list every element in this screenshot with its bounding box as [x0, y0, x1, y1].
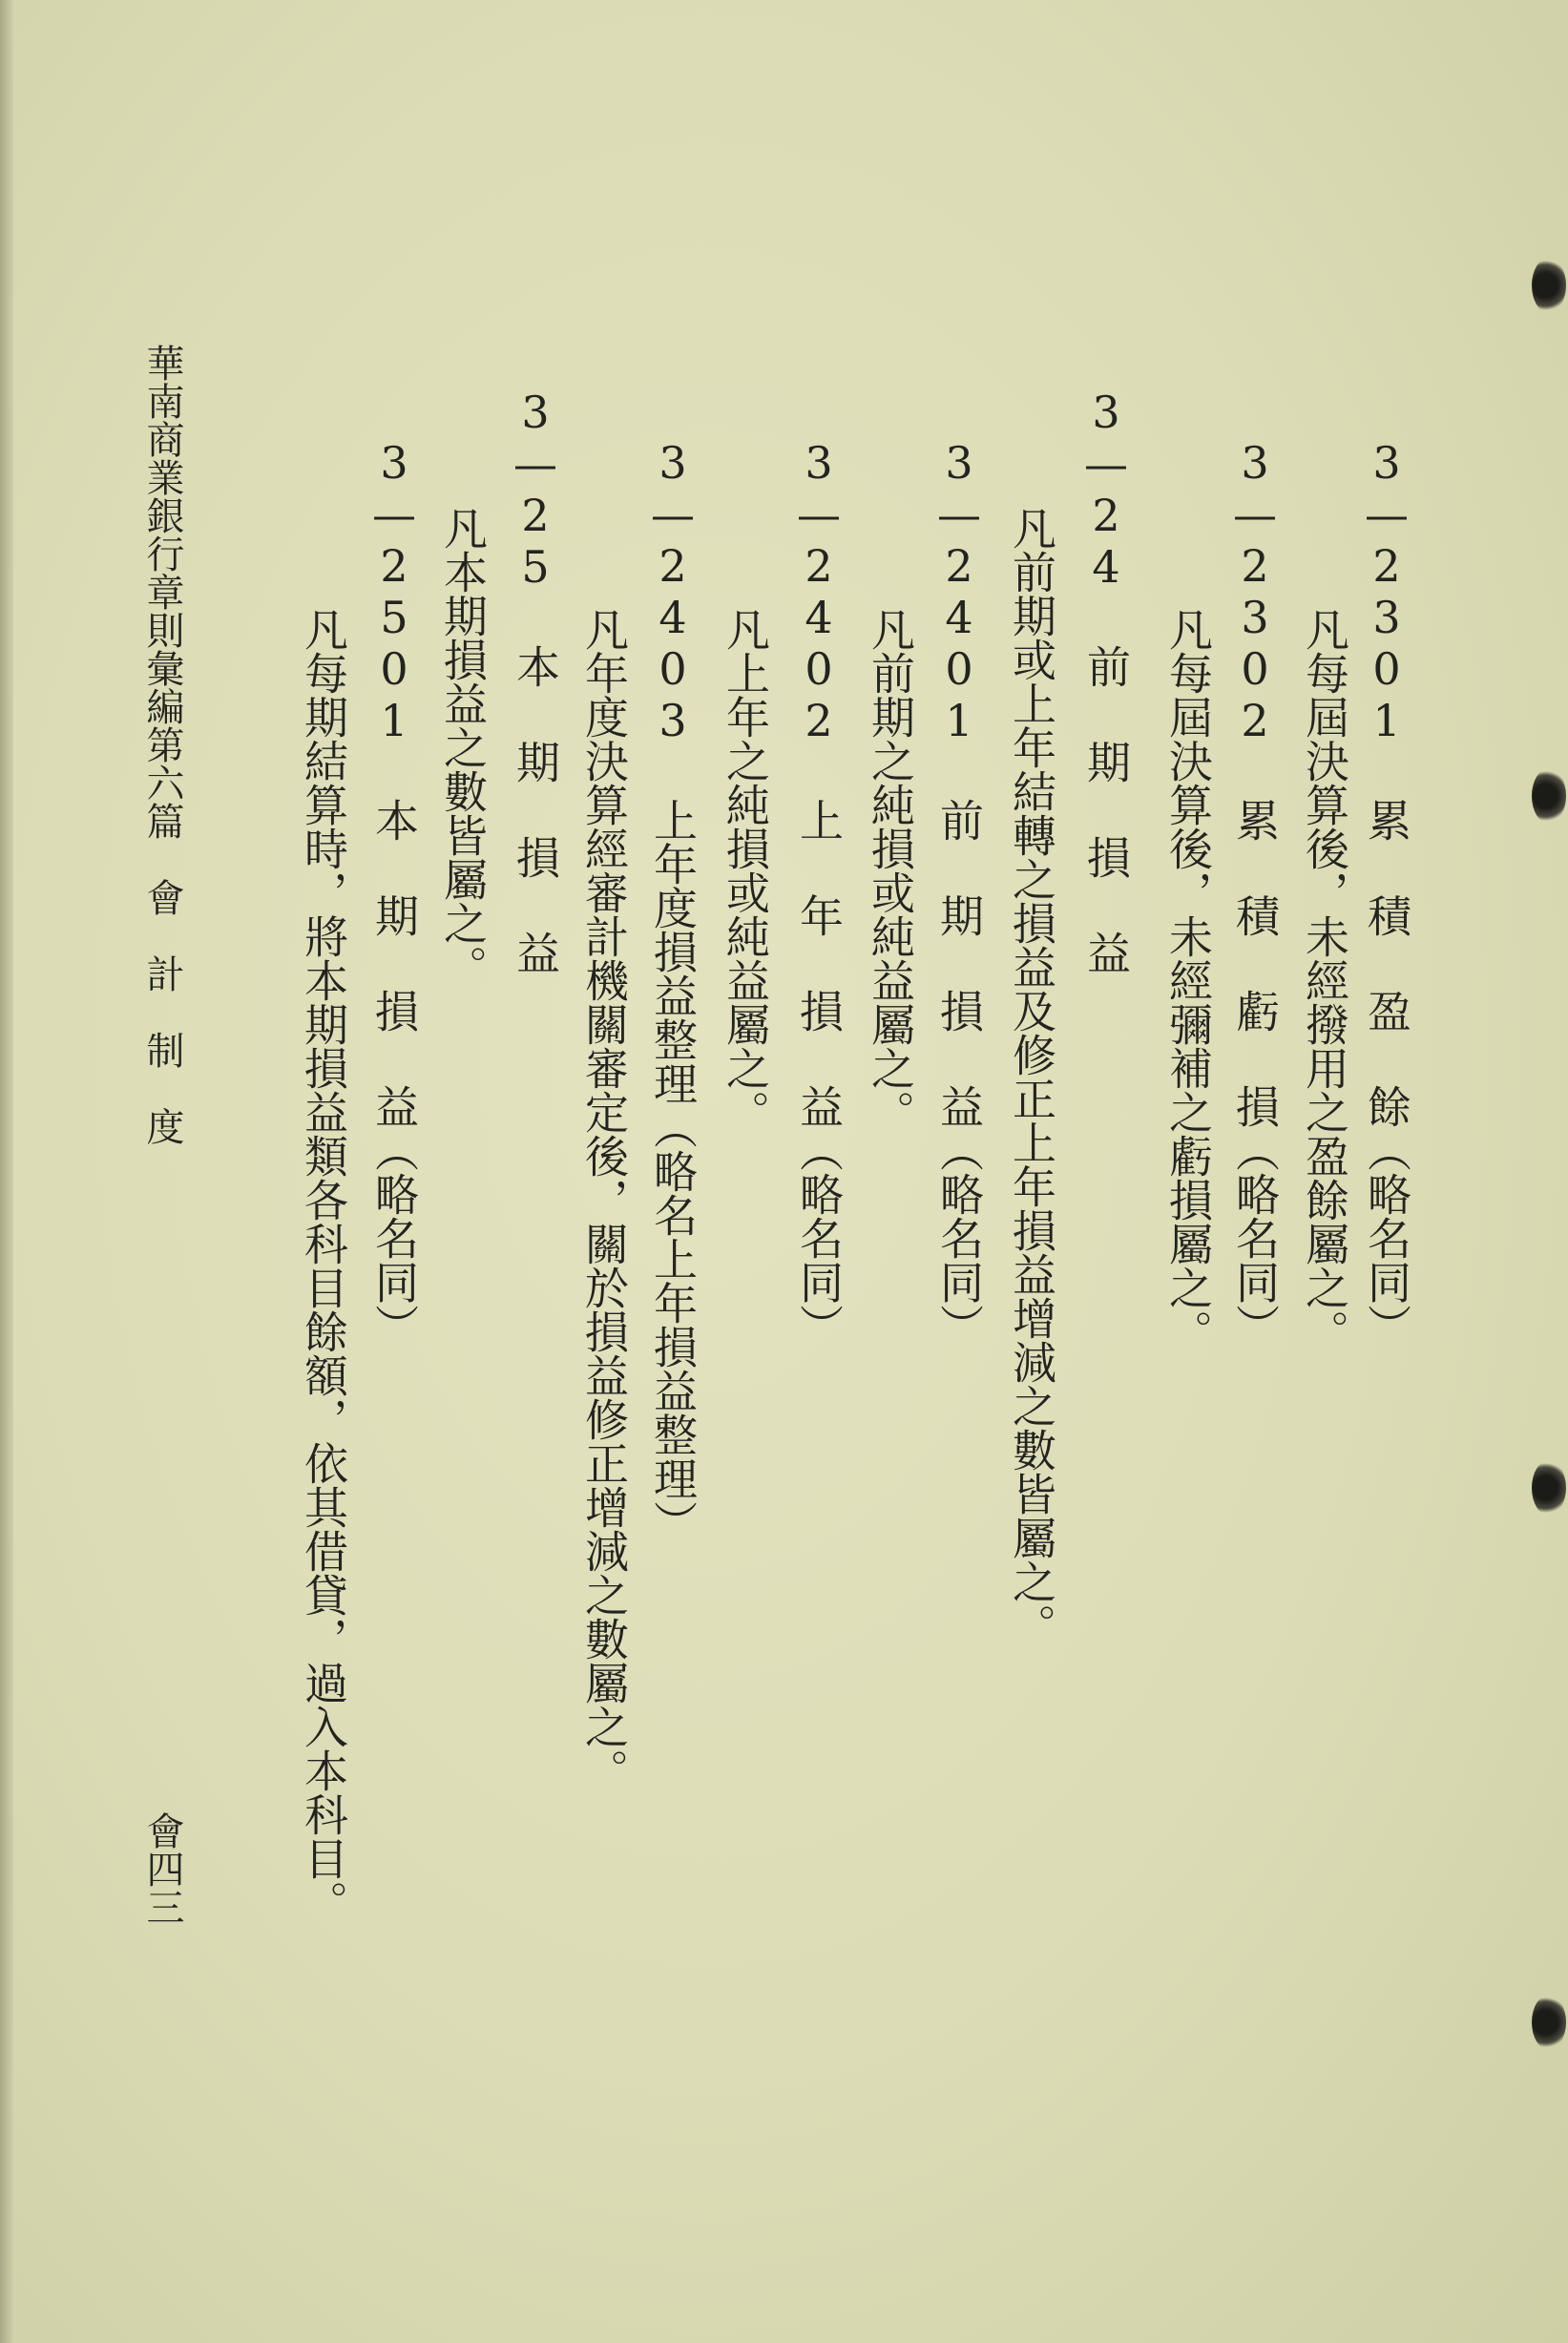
entry-3-2302-description: 凡每屆決算後，未經彌補之虧損屬之。	[1162, 607, 1214, 1353]
chapter-title: 第六篇 會 計 制 度	[140, 725, 184, 1145]
entry-3-2403-heading: 3—2403 上年度損益整理（略名上年損益整理）	[647, 437, 699, 1544]
entry-3-2402-description: 凡上年之純損或純益屬之。	[720, 607, 771, 1134]
page-number: 會四三	[140, 1811, 184, 1926]
binding-hole	[1532, 1460, 1566, 1516]
entry-3-2403-description: 凡年度決算經審計機關審定後，關於損益修正增減之數屬之。	[578, 607, 630, 1792]
entry-3-2302-heading: 3—2302 累 積 虧 損（略名同）	[1229, 437, 1281, 1348]
book-title: 華南商業銀行章則彙編	[140, 344, 184, 725]
binding-hole	[1532, 768, 1566, 824]
entry-3-25-description: 凡本期損益之數皆屬之。	[437, 506, 489, 989]
binding-hole	[1532, 258, 1566, 313]
entry-3-24-heading: 3—24 前 期 損 益	[1080, 387, 1132, 974]
entry-3-2401-heading: 3—2401 前 期 損 益（略名同）	[933, 437, 985, 1348]
entry-3-2501-description: 凡每期結算時，將本期損益類各科目餘額，依其借貸，過入本科目。	[298, 607, 349, 1924]
binding-edge	[0, 0, 13, 2343]
entry-3-2401-description: 凡前期之純損或純益屬之。	[865, 607, 916, 1134]
entry-3-2301-heading: 3—2301 累 積 盈 餘（略名同）	[1361, 437, 1412, 1348]
binding-hole	[1532, 1995, 1566, 2050]
entry-3-2301-description: 凡每屆決算後，未經撥用之盈餘屬之。	[1299, 607, 1350, 1353]
entry-3-2402-heading: 3—2402 上 年 損 益（略名同）	[793, 437, 845, 1348]
entry-3-24-description: 凡前期或上年結轉之損益及修正上年損益增減之數皆屬之。	[1006, 506, 1057, 1647]
entry-3-2501-heading: 3—2501 本 期 損 益（略名同）	[368, 437, 420, 1348]
entry-3-25-heading: 3—25 本 期 損 益	[510, 387, 561, 974]
